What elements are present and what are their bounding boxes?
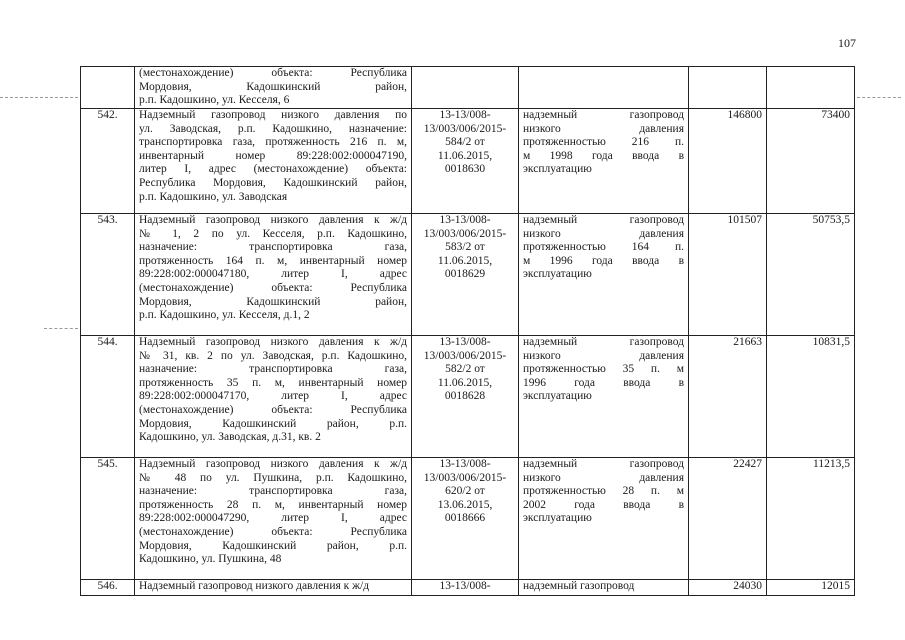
desc-line: Надземный газопровод низкого давления к ж/д [139,580,370,592]
object-description [135,580,412,596]
object-characteristics [519,67,689,109]
cadastre-line: 13/003/006/2015- [423,122,507,135]
desc-line: назначение: транспортировка газа, [139,241,407,254]
desc-line: (местонахождение) объекта: Республика [139,281,407,294]
desc-line: р.п. Кадошкино, ул. Кесселя, д.1, 2 [139,309,310,322]
char-line: эксплуатацию [523,163,592,176]
cadastre-line: 13-13/008- [439,214,491,226]
desc-line: протяженность 28 п. м, инвентарный номер [139,498,407,511]
desc-line: Кадошкино, ул. Пушкина, 48 [139,553,282,566]
desc-line: ул. Заводская, р.п. Кадошкино, назначение: [139,122,407,135]
value-column-2: 11213,5 [767,458,855,580]
object-characteristics [519,336,689,458]
table-row [81,458,855,580]
scan-artifact-left-mid [44,328,78,329]
cadastre-line: 0018666 [444,512,486,525]
object-description [135,109,412,214]
value-column-2: 73400 [767,109,855,214]
char-line: низкого давления [523,349,684,362]
row-number: 542. [81,109,135,214]
cadastre-line: 583/2 от [445,241,485,254]
value-column-2: 10831,5 [767,336,855,458]
desc-line: Кадошкино, ул. Заводская, д.31, кв. 2 [139,431,321,444]
table-row [81,67,855,109]
char-line: протяженностью 28 п. м [523,485,684,498]
char-line: протяженностью 35 п. м [523,363,684,376]
cadastre-line: 11.06.2015, [437,376,493,389]
char-line: м 1996 года ввода в [523,254,684,267]
table-row [81,580,855,596]
cadastre-line: 13/003/006/2015- [423,349,507,362]
row-number: 544. [81,336,135,458]
desc-line: Надземный газопровод низкого давления по [139,109,407,121]
value-column-1: 101507 [689,214,767,336]
value-column-2: 50753,5 [767,214,855,336]
char-line: 2002 года ввода в [523,498,684,511]
desc-line: литер I, адрес (местонахождение) объекта: [139,163,407,176]
object-description [135,67,412,109]
char-line: надземный газопровод [523,336,684,348]
desc-line: (местонахождение) объекта: Республика [139,403,407,416]
value-column-2: 12015 [767,580,855,596]
cadastre-line: 11.06.2015, [437,254,493,267]
char-line: эксплуатацию [523,268,592,281]
cadastre-line: 13-13/008- [439,109,491,121]
value-column-2 [767,67,855,109]
desc-line: 89:228:002:000047170, литер I, адрес [139,390,407,403]
char-line: низкого давления [523,122,684,135]
object-description [135,336,412,458]
value-column-1: 21663 [689,336,767,458]
desc-line: р.п. Кадошкино, ул. Заводская [139,190,288,203]
object-description [135,214,412,336]
desc-line: (местонахождение) объекта: Республика [139,525,407,538]
desc-line: назначение: транспортировка газа, [139,485,407,498]
scan-artifact-left-top [0,97,78,98]
value-column-1: 22427 [689,458,767,580]
object-characteristics [519,214,689,336]
registration-record [412,336,519,458]
char-line: эксплуатацию [523,390,592,403]
desc-line: Мордовия, Кадошкинский район, [139,80,407,93]
desc-line: Надземный газопровод низкого давления к ж/д [139,458,407,470]
char-line: низкого давления [523,471,684,484]
desc-line: протяженность 35 п. м, инвентарный номер [139,376,407,389]
cadastre-line: 13.06.2015, [437,498,493,511]
cadastre-line: 0018630 [444,163,486,176]
registration-record [412,580,519,596]
desc-line: Надземный газопровод низкого давления к ж/д [139,214,407,226]
cadastre-line: 620/2 от [445,485,485,498]
char-line: надземный газопровод [523,458,684,470]
row-number: 543. [81,214,135,336]
char-line: надземный газопровод [523,109,684,121]
desc-line: инвентарный номер 89:228:002:000047190, [139,149,407,162]
object-description [135,458,412,580]
value-column-1 [689,67,767,109]
desc-line: (местонахождение) объекта: Республика [139,67,407,79]
table-row [81,109,855,214]
value-column-1: 146800 [689,109,767,214]
property-table [80,66,855,596]
cadastre-line: 11.06.2015, [437,149,493,162]
table-body [81,67,855,596]
cadastre-line: 582/2 от [445,363,485,376]
char-line: низкого давления [523,227,684,240]
row-number [81,67,135,109]
desc-line: протяженность 164 п. м, инвентарный номер [139,254,407,267]
page-number: 107 [838,36,856,50]
desc-line: № 1, 2 по ул. Кесселя, р.п. Кадошкино, [139,227,407,240]
char-line: протяженностью 216 п. [523,136,684,149]
desc-line: 89:228:002:000047180, литер I, адрес [139,268,407,281]
desc-line: р.п. Кадошкино, ул. Кесселя, 6 [139,94,290,107]
desc-line: Мордовия, Кадошкинский район, [139,295,407,308]
desc-line: транспортировка газа, протяженность 216 п. м, [139,136,407,149]
desc-line: Мордовия, Кадошкинский район, р.п. [139,417,407,430]
scan-artifact-right-top [857,97,901,98]
object-characteristics [519,109,689,214]
registration-record [412,214,519,336]
cadastre-line: 13-13/008- [439,336,491,348]
desc-line: Надземный газопровод низкого давления к ж/д [139,336,407,348]
char-line: надземный газопровод [523,580,635,592]
desc-line: 89:228:002:000047290, литер I, адрес [139,512,407,525]
object-characteristics [519,458,689,580]
registration-record [412,458,519,580]
cadastre-line: 584/2 от [445,136,485,149]
desc-line: Республика Мордовия, Кадошкинский район, [139,176,407,189]
cadastre-line: 0018629 [444,268,486,281]
value-column-1: 24030 [689,580,767,596]
row-number: 546. [81,580,135,596]
cadastre-line: 13-13/008- [439,580,491,592]
registration-record [412,109,519,214]
table-row [81,336,855,458]
cadastre-line: 13-13/008- [439,458,491,470]
table-row [81,214,855,336]
object-characteristics [519,580,689,596]
cadastre-line: 13/003/006/2015- [423,471,507,484]
char-line: надземный газопровод [523,214,684,226]
desc-line: № 48 по ул. Пушкина, р.п. Кадошкино, [139,471,407,484]
char-line: протяженностью 164 п. [523,241,684,254]
desc-line: Мордовия, Кадошкинский район, р.п. [139,539,407,552]
desc-line: назначение: транспортировка газа, [139,363,407,376]
cadastre-line: 0018628 [444,390,486,403]
char-line: м 1998 года ввода в [523,149,684,162]
row-number: 545. [81,458,135,580]
registration-record [412,67,519,109]
char-line: эксплуатацию [523,512,592,525]
char-line: 1996 года ввода в [523,376,684,389]
cadastre-line: 13/003/006/2015- [423,227,507,240]
desc-line: № 31, кв. 2 по ул. Заводская, р.п. Кадошкино, [139,349,407,362]
